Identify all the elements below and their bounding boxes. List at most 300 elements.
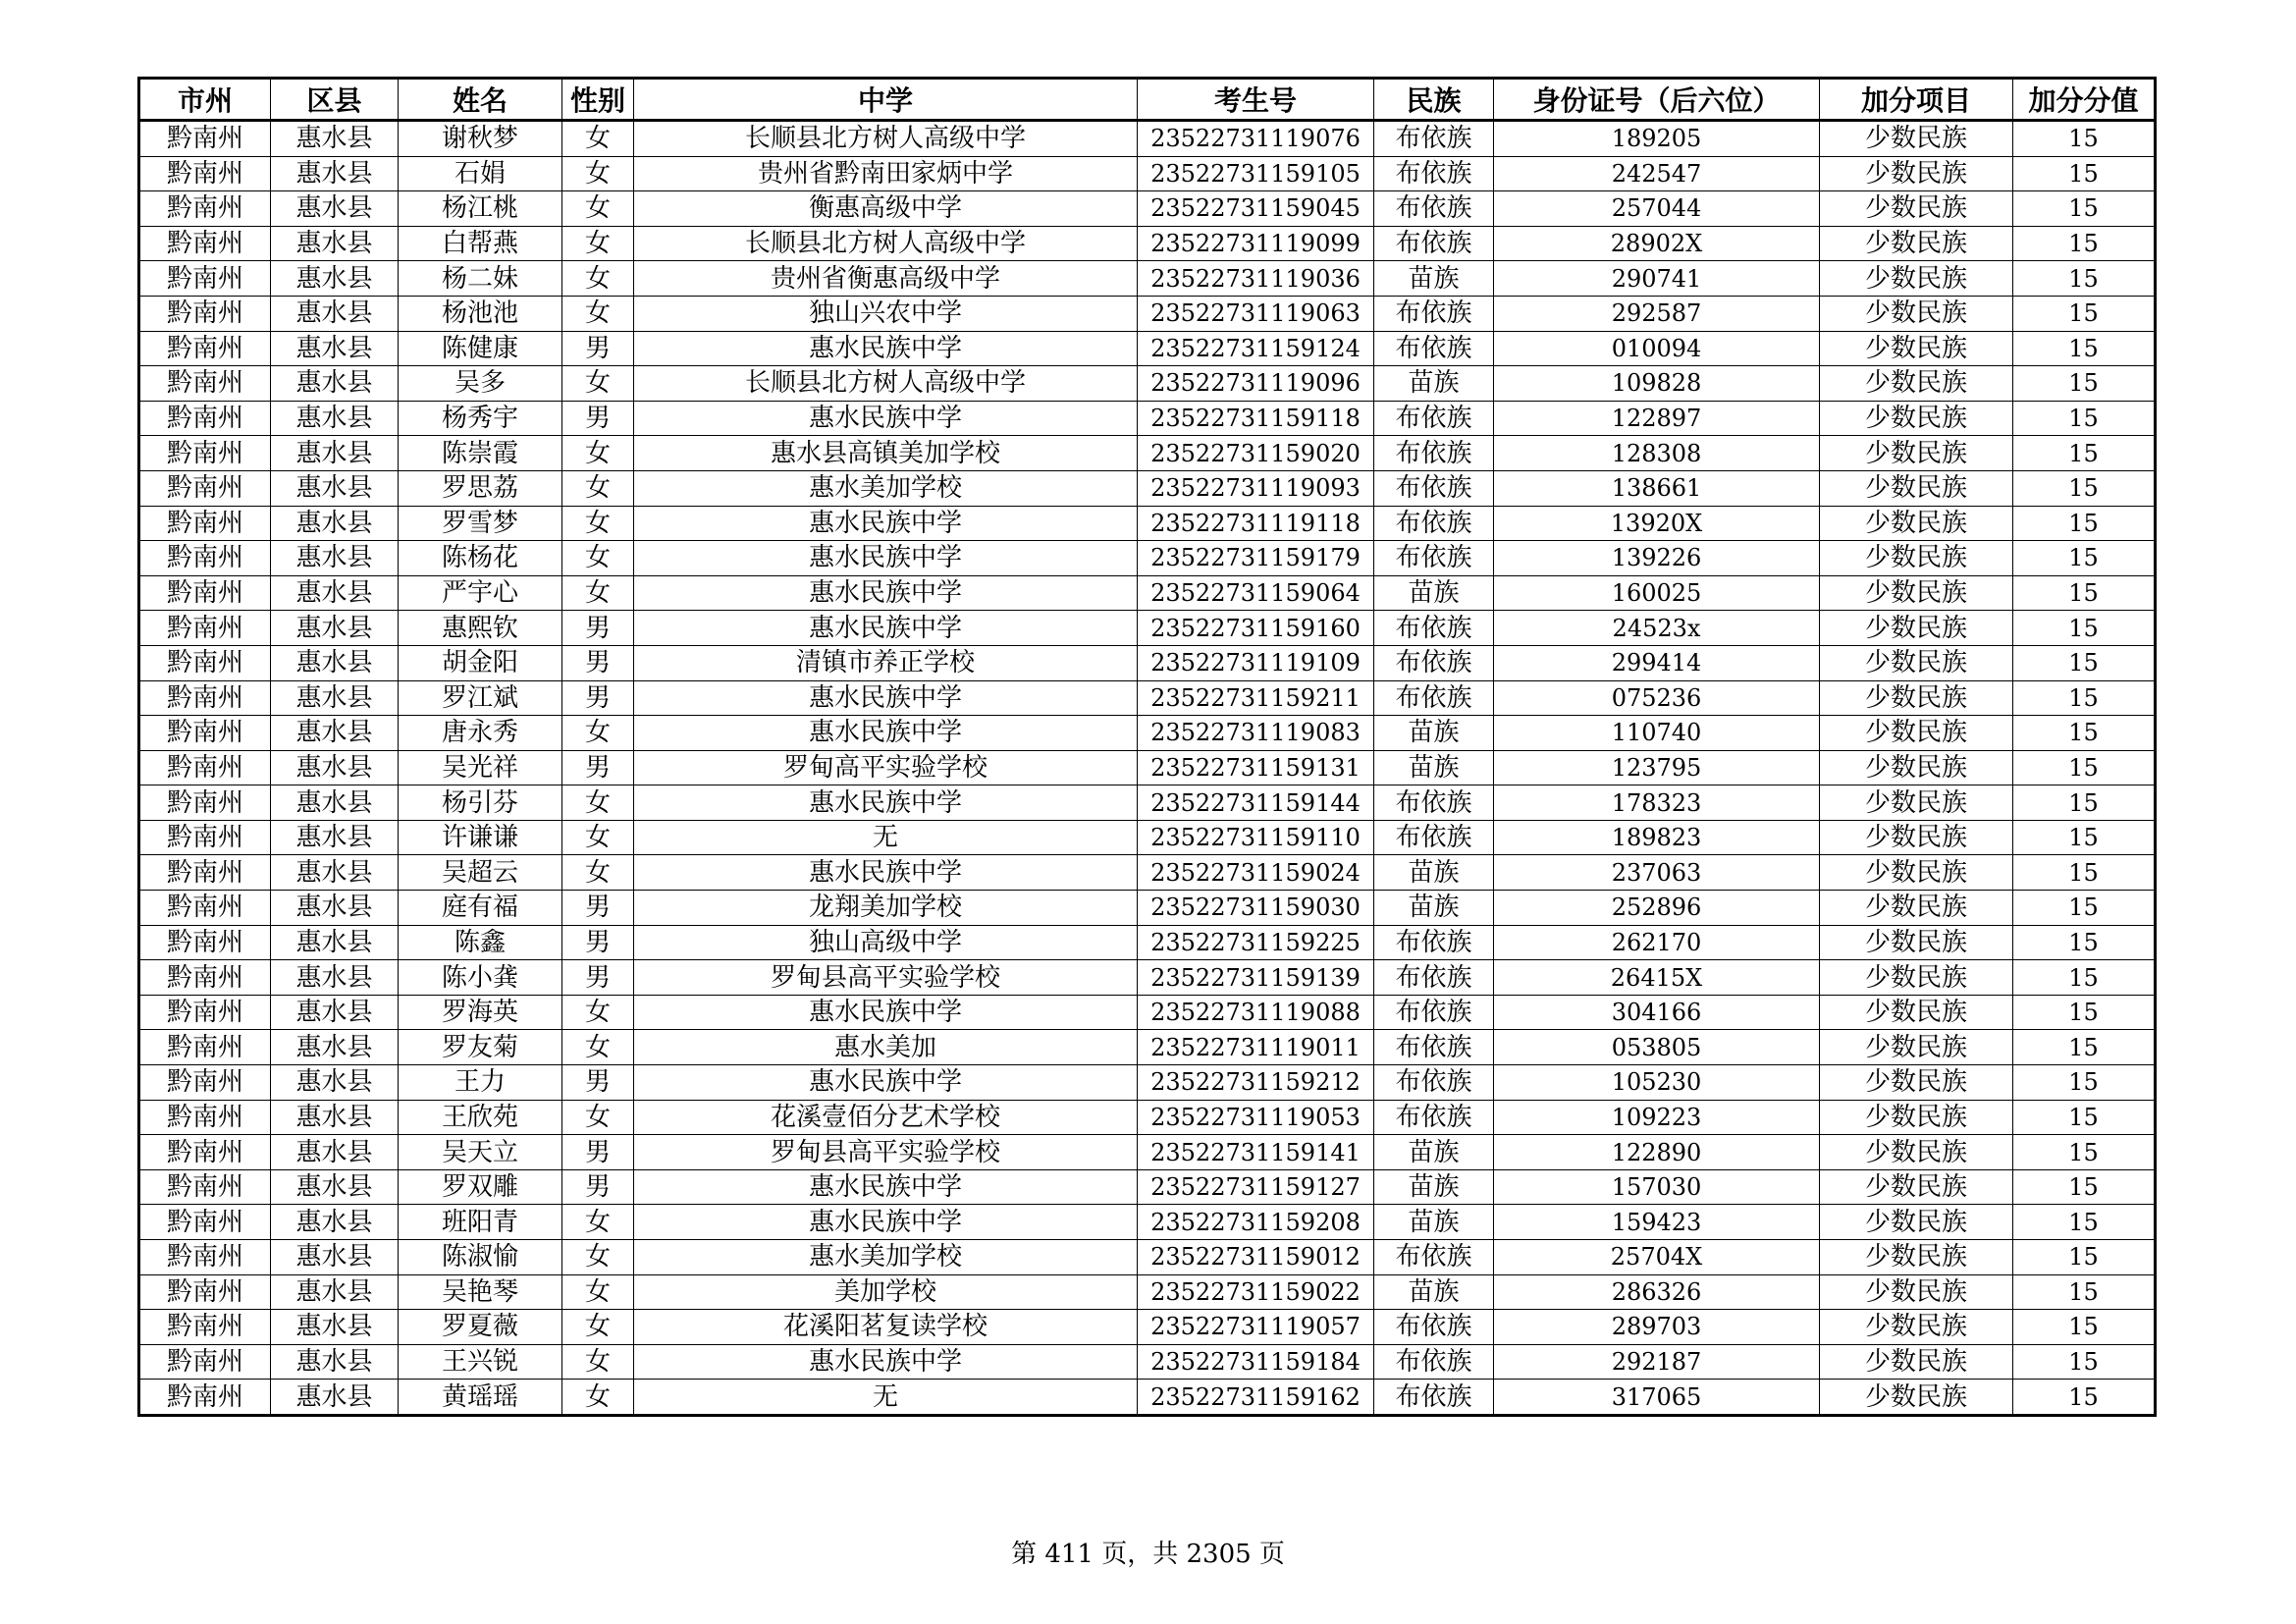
cell-ethnicity: 苗族 <box>1374 1169 1494 1205</box>
cell-name: 陈崇霞 <box>399 436 562 471</box>
cell-bonus-item: 少数民族 <box>1820 1310 2013 1345</box>
cell-city: 黔南州 <box>139 611 271 646</box>
cell-ethnicity: 布依族 <box>1374 226 1494 261</box>
cell-id-last6: 290741 <box>1494 261 1820 297</box>
cell-county: 惠水县 <box>271 855 399 891</box>
cell-gender: 女 <box>562 785 634 821</box>
cell-city: 黔南州 <box>139 750 271 785</box>
cell-gender: 女 <box>562 156 634 191</box>
table-row <box>139 575 2156 611</box>
cell-exam-number: 23522731119053 <box>1138 1100 1374 1135</box>
cell-county: 惠水县 <box>271 331 399 366</box>
cell-gender: 女 <box>562 716 634 751</box>
cell-bonus-item: 少数民族 <box>1820 1065 2013 1101</box>
cell-name: 杨秀宇 <box>399 401 562 436</box>
cell-bonus-item: 少数民族 <box>1820 506 2013 541</box>
cell-bonus-value: 15 <box>2013 645 2156 680</box>
cell-bonus-item: 少数民族 <box>1820 995 2013 1030</box>
table-row <box>139 331 2156 366</box>
cell-bonus-value: 15 <box>2013 1065 2156 1101</box>
cell-id-last6: 13920X <box>1494 506 1820 541</box>
cell-exam-number: 23522731119096 <box>1138 366 1374 402</box>
cell-id-last6: 159423 <box>1494 1205 1820 1240</box>
cell-exam-number: 23522731159024 <box>1138 855 1374 891</box>
cell-name: 吴光祥 <box>399 750 562 785</box>
cell-county: 惠水县 <box>271 261 399 297</box>
cell-exam-number: 23522731159162 <box>1138 1380 1374 1416</box>
cell-bonus-value: 15 <box>2013 891 2156 926</box>
cell-city: 黔南州 <box>139 121 271 157</box>
cell-id-last6: 109223 <box>1494 1100 1820 1135</box>
cell-id-last6: 317065 <box>1494 1380 1820 1416</box>
cell-bonus-item: 少数民族 <box>1820 1240 2013 1275</box>
cell-name: 杨二妹 <box>399 261 562 297</box>
cell-county: 惠水县 <box>271 436 399 471</box>
cell-exam-number: 23522731159131 <box>1138 750 1374 785</box>
cell-bonus-value: 15 <box>2013 925 2156 960</box>
cell-county: 惠水县 <box>271 1310 399 1345</box>
cell-city: 黔南州 <box>139 296 271 331</box>
table-row <box>139 506 2156 541</box>
cell-city: 黔南州 <box>139 261 271 297</box>
cell-city: 黔南州 <box>139 1274 271 1310</box>
cell-school: 惠水民族中学 <box>634 1065 1138 1101</box>
cell-exam-number: 23522731119083 <box>1138 716 1374 751</box>
cell-name: 杨引芬 <box>399 785 562 821</box>
cell-ethnicity: 布依族 <box>1374 1380 1494 1416</box>
cell-school: 无 <box>634 820 1138 855</box>
cell-exam-number: 23522731159030 <box>1138 891 1374 926</box>
cell-school: 惠水民族中学 <box>634 401 1138 436</box>
header-id-last6: 身份证号（后六位） <box>1494 79 1820 121</box>
cell-bonus-item: 少数民族 <box>1820 645 2013 680</box>
table-row <box>139 470 2156 506</box>
cell-id-last6: 292187 <box>1494 1344 1820 1380</box>
cell-county: 惠水县 <box>271 1169 399 1205</box>
cell-ethnicity: 布依族 <box>1374 785 1494 821</box>
cell-id-last6: 28902X <box>1494 226 1820 261</box>
cell-name: 吴超云 <box>399 855 562 891</box>
cell-gender: 女 <box>562 1344 634 1380</box>
cell-name: 杨江桃 <box>399 191 562 227</box>
cell-school: 惠水民族中学 <box>634 541 1138 576</box>
cell-gender: 男 <box>562 645 634 680</box>
table-row <box>139 925 2156 960</box>
cell-ethnicity: 苗族 <box>1374 261 1494 297</box>
cell-gender: 男 <box>562 1065 634 1101</box>
cell-city: 黔南州 <box>139 1030 271 1065</box>
cell-name: 杨池池 <box>399 296 562 331</box>
cell-county: 惠水县 <box>271 191 399 227</box>
cell-bonus-value: 15 <box>2013 1310 2156 1345</box>
cell-city: 黔南州 <box>139 785 271 821</box>
cell-ethnicity: 布依族 <box>1374 470 1494 506</box>
cell-ethnicity: 布依族 <box>1374 121 1494 157</box>
cell-ethnicity: 苗族 <box>1374 1135 1494 1170</box>
cell-bonus-item: 少数民族 <box>1820 1100 2013 1135</box>
cell-city: 黔南州 <box>139 470 271 506</box>
cell-bonus-value: 15 <box>2013 820 2156 855</box>
cell-exam-number: 23522731159022 <box>1138 1274 1374 1310</box>
cell-exam-number: 23522731119109 <box>1138 645 1374 680</box>
cell-bonus-item: 少数民族 <box>1820 855 2013 891</box>
table-row <box>139 226 2156 261</box>
cell-school: 惠水民族中学 <box>634 575 1138 611</box>
cell-school: 独山兴农中学 <box>634 296 1138 331</box>
cell-gender: 女 <box>562 995 634 1030</box>
cell-gender: 女 <box>562 575 634 611</box>
cell-ethnicity: 布依族 <box>1374 680 1494 716</box>
cell-bonus-item: 少数民族 <box>1820 960 2013 996</box>
cell-school: 惠水美加 <box>634 1030 1138 1065</box>
cell-city: 黔南州 <box>139 645 271 680</box>
cell-bonus-item: 少数民族 <box>1820 331 2013 366</box>
cell-exam-number: 23522731119099 <box>1138 226 1374 261</box>
cell-id-last6: 257044 <box>1494 191 1820 227</box>
cell-city: 黔南州 <box>139 1344 271 1380</box>
cell-bonus-item: 少数民族 <box>1820 296 2013 331</box>
table-row <box>139 436 2156 471</box>
cell-name: 许谦谦 <box>399 820 562 855</box>
cell-exam-number: 23522731159184 <box>1138 1344 1374 1380</box>
cell-county: 惠水县 <box>271 1030 399 1065</box>
cell-county: 惠水县 <box>271 680 399 716</box>
cell-ethnicity: 布依族 <box>1374 611 1494 646</box>
cell-bonus-value: 15 <box>2013 716 2156 751</box>
cell-bonus-value: 15 <box>2013 611 2156 646</box>
cell-city: 黔南州 <box>139 1205 271 1240</box>
cell-gender: 男 <box>562 331 634 366</box>
cell-exam-number: 23522731159212 <box>1138 1065 1374 1101</box>
cell-school: 惠水民族中学 <box>634 995 1138 1030</box>
cell-name: 白帮燕 <box>399 226 562 261</box>
cell-id-last6: 286326 <box>1494 1274 1820 1310</box>
cell-gender: 女 <box>562 1100 634 1135</box>
cell-bonus-item: 少数民族 <box>1820 1030 2013 1065</box>
cell-gender: 女 <box>562 470 634 506</box>
cell-exam-number: 23522731119057 <box>1138 1310 1374 1345</box>
cell-id-last6: 292587 <box>1494 296 1820 331</box>
table-row <box>139 1380 2156 1416</box>
cell-exam-number: 23522731119088 <box>1138 995 1374 1030</box>
cell-exam-number: 23522731159118 <box>1138 401 1374 436</box>
cell-gender: 女 <box>562 1274 634 1310</box>
table-row <box>139 611 2156 646</box>
cell-bonus-item: 少数民族 <box>1820 575 2013 611</box>
cell-county: 惠水县 <box>271 1344 399 1380</box>
table-row <box>139 541 2156 576</box>
table-row <box>139 855 2156 891</box>
cell-city: 黔南州 <box>139 680 271 716</box>
cell-name: 石娟 <box>399 156 562 191</box>
table-row <box>139 1065 2156 1101</box>
cell-city: 黔南州 <box>139 960 271 996</box>
cell-bonus-item: 少数民族 <box>1820 191 2013 227</box>
table-row <box>139 1100 2156 1135</box>
cell-id-last6: 138661 <box>1494 470 1820 506</box>
cell-bonus-item: 少数民族 <box>1820 1169 2013 1205</box>
cell-county: 惠水县 <box>271 226 399 261</box>
cell-exam-number: 23522731159139 <box>1138 960 1374 996</box>
cell-bonus-item: 少数民族 <box>1820 716 2013 751</box>
cell-name: 罗双雕 <box>399 1169 562 1205</box>
cell-school: 惠水民族中学 <box>634 716 1138 751</box>
cell-name: 吴天立 <box>399 1135 562 1170</box>
cell-bonus-value: 15 <box>2013 1100 2156 1135</box>
table-row <box>139 645 2156 680</box>
cell-county: 惠水县 <box>271 1205 399 1240</box>
cell-bonus-item: 少数民族 <box>1820 1274 2013 1310</box>
cell-school: 长顺县北方树人高级中学 <box>634 226 1138 261</box>
cell-ethnicity: 布依族 <box>1374 436 1494 471</box>
cell-county: 惠水县 <box>271 645 399 680</box>
cell-ethnicity: 布依族 <box>1374 925 1494 960</box>
cell-bonus-value: 15 <box>2013 680 2156 716</box>
cell-id-last6: 105230 <box>1494 1065 1820 1101</box>
table-row <box>139 716 2156 751</box>
cell-gender: 女 <box>562 506 634 541</box>
cell-bonus-value: 15 <box>2013 331 2156 366</box>
table-row <box>139 1274 2156 1310</box>
cell-exam-number: 23522731159127 <box>1138 1169 1374 1205</box>
cell-school: 美加学校 <box>634 1274 1138 1310</box>
cell-exam-number: 23522731159124 <box>1138 331 1374 366</box>
cell-bonus-value: 15 <box>2013 1205 2156 1240</box>
cell-ethnicity: 布依族 <box>1374 995 1494 1030</box>
cell-city: 黔南州 <box>139 1135 271 1170</box>
cell-exam-number: 23522731159110 <box>1138 820 1374 855</box>
cell-school: 贵州省衡惠高级中学 <box>634 261 1138 297</box>
cell-name: 惠熙钦 <box>399 611 562 646</box>
cell-name: 庭有福 <box>399 891 562 926</box>
cell-name: 王欣苑 <box>399 1100 562 1135</box>
cell-city: 黔南州 <box>139 1240 271 1275</box>
cell-county: 惠水县 <box>271 506 399 541</box>
cell-id-last6: 053805 <box>1494 1030 1820 1065</box>
cell-bonus-item: 少数民族 <box>1820 541 2013 576</box>
cell-name: 陈健康 <box>399 331 562 366</box>
cell-bonus-item: 少数民族 <box>1820 820 2013 855</box>
cell-exam-number: 23522731159064 <box>1138 575 1374 611</box>
cell-gender: 女 <box>562 541 634 576</box>
cell-id-last6: 262170 <box>1494 925 1820 960</box>
table-row <box>139 156 2156 191</box>
cell-bonus-item: 少数民族 <box>1820 121 2013 157</box>
cell-bonus-item: 少数民族 <box>1820 925 2013 960</box>
cell-bonus-value: 15 <box>2013 995 2156 1030</box>
cell-id-last6: 122897 <box>1494 401 1820 436</box>
cell-county: 惠水县 <box>271 296 399 331</box>
cell-gender: 男 <box>562 1135 634 1170</box>
cell-exam-number: 23522731159105 <box>1138 156 1374 191</box>
cell-school: 贵州省黔南田家炳中学 <box>634 156 1138 191</box>
header-county: 区县 <box>271 79 399 121</box>
cell-city: 黔南州 <box>139 716 271 751</box>
cell-exam-number: 23522731119118 <box>1138 506 1374 541</box>
cell-school: 独山高级中学 <box>634 925 1138 960</box>
table-header-row <box>139 79 2156 121</box>
cell-ethnicity: 布依族 <box>1374 331 1494 366</box>
table-row <box>139 1030 2156 1065</box>
cell-county: 惠水县 <box>271 820 399 855</box>
cell-city: 黔南州 <box>139 541 271 576</box>
cell-id-last6: 110740 <box>1494 716 1820 751</box>
table-row <box>139 296 2156 331</box>
cell-id-last6: 299414 <box>1494 645 1820 680</box>
cell-county: 惠水县 <box>271 925 399 960</box>
cell-bonus-item: 少数民族 <box>1820 1380 2013 1416</box>
cell-school: 长顺县北方树人高级中学 <box>634 121 1138 157</box>
cell-id-last6: 237063 <box>1494 855 1820 891</box>
table-row <box>139 995 2156 1030</box>
cell-name: 班阳青 <box>399 1205 562 1240</box>
table-row <box>139 1169 2156 1205</box>
cell-school: 惠水民族中学 <box>634 785 1138 821</box>
cell-id-last6: 304166 <box>1494 995 1820 1030</box>
cell-school: 惠水美加学校 <box>634 470 1138 506</box>
cell-school: 惠水民族中学 <box>634 855 1138 891</box>
cell-name: 谢秋梦 <box>399 121 562 157</box>
cell-city: 黔南州 <box>139 575 271 611</box>
cell-id-last6: 123795 <box>1494 750 1820 785</box>
header-ethnicity: 民族 <box>1374 79 1494 121</box>
cell-ethnicity: 苗族 <box>1374 716 1494 751</box>
cell-name: 罗海英 <box>399 995 562 1030</box>
cell-exam-number: 23522731159208 <box>1138 1205 1374 1240</box>
cell-city: 黔南州 <box>139 925 271 960</box>
cell-bonus-value: 15 <box>2013 855 2156 891</box>
cell-county: 惠水县 <box>271 1100 399 1135</box>
cell-ethnicity: 苗族 <box>1374 855 1494 891</box>
cell-county: 惠水县 <box>271 470 399 506</box>
cell-bonus-value: 15 <box>2013 785 2156 821</box>
cell-ethnicity: 布依族 <box>1374 1065 1494 1101</box>
cell-ethnicity: 布依族 <box>1374 506 1494 541</box>
cell-gender: 女 <box>562 820 634 855</box>
cell-gender: 女 <box>562 121 634 157</box>
cell-id-last6: 189823 <box>1494 820 1820 855</box>
cell-county: 惠水县 <box>271 716 399 751</box>
cell-city: 黔南州 <box>139 1380 271 1416</box>
cell-ethnicity: 布依族 <box>1374 1030 1494 1065</box>
cell-bonus-item: 少数民族 <box>1820 156 2013 191</box>
cell-gender: 女 <box>562 855 634 891</box>
cell-gender: 男 <box>562 960 634 996</box>
cell-exam-number: 23522731159020 <box>1138 436 1374 471</box>
cell-bonus-value: 15 <box>2013 121 2156 157</box>
cell-ethnicity: 布依族 <box>1374 296 1494 331</box>
cell-id-last6: 242547 <box>1494 156 1820 191</box>
cell-bonus-value: 15 <box>2013 470 2156 506</box>
cell-gender: 女 <box>562 1205 634 1240</box>
cell-school: 罗甸县高平实验学校 <box>634 960 1138 996</box>
cell-ethnicity: 布依族 <box>1374 401 1494 436</box>
cell-bonus-value: 15 <box>2013 1274 2156 1310</box>
cell-gender: 女 <box>562 366 634 402</box>
table-row <box>139 191 2156 227</box>
cell-gender: 女 <box>562 226 634 261</box>
cell-county: 惠水县 <box>271 1380 399 1416</box>
cell-school: 惠水民族中学 <box>634 1169 1138 1205</box>
cell-gender: 女 <box>562 1380 634 1416</box>
cell-bonus-value: 15 <box>2013 1240 2156 1275</box>
cell-id-last6: 24523x <box>1494 611 1820 646</box>
cell-school: 罗甸县高平实验学校 <box>634 1135 1138 1170</box>
cell-county: 惠水县 <box>271 366 399 402</box>
cell-gender: 女 <box>562 261 634 297</box>
cell-bonus-value: 15 <box>2013 541 2156 576</box>
cell-bonus-value: 15 <box>2013 436 2156 471</box>
cell-bonus-item: 少数民族 <box>1820 750 2013 785</box>
cell-name: 罗夏薇 <box>399 1310 562 1345</box>
cell-name: 唐永秀 <box>399 716 562 751</box>
document-sheet <box>137 77 2154 1417</box>
cell-school: 清镇市养正学校 <box>634 645 1138 680</box>
cell-name: 罗江斌 <box>399 680 562 716</box>
cell-gender: 女 <box>562 1310 634 1345</box>
cell-bonus-item: 少数民族 <box>1820 680 2013 716</box>
cell-city: 黔南州 <box>139 820 271 855</box>
cell-county: 惠水县 <box>271 785 399 821</box>
cell-ethnicity: 布依族 <box>1374 1240 1494 1275</box>
cell-ethnicity: 布依族 <box>1374 1344 1494 1380</box>
cell-bonus-value: 15 <box>2013 1380 2156 1416</box>
cell-exam-number: 23522731159211 <box>1138 680 1374 716</box>
cell-bonus-value: 15 <box>2013 1344 2156 1380</box>
cell-county: 惠水县 <box>271 611 399 646</box>
cell-bonus-value: 15 <box>2013 296 2156 331</box>
table-body <box>139 121 2156 1416</box>
cell-city: 黔南州 <box>139 156 271 191</box>
cell-city: 黔南州 <box>139 226 271 261</box>
cell-school: 惠水县高镇美加学校 <box>634 436 1138 471</box>
cell-bonus-value: 15 <box>2013 750 2156 785</box>
cell-exam-number: 23522731159160 <box>1138 611 1374 646</box>
cell-name: 罗友菊 <box>399 1030 562 1065</box>
cell-bonus-value: 15 <box>2013 1030 2156 1065</box>
cell-bonus-value: 15 <box>2013 261 2156 297</box>
cell-name: 罗雪梦 <box>399 506 562 541</box>
cell-county: 惠水县 <box>271 541 399 576</box>
cell-bonus-item: 少数民族 <box>1820 785 2013 821</box>
cell-bonus-item: 少数民族 <box>1820 436 2013 471</box>
cell-bonus-value: 15 <box>2013 156 2156 191</box>
table-row <box>139 1135 2156 1170</box>
cell-county: 惠水县 <box>271 1240 399 1275</box>
cell-id-last6: 160025 <box>1494 575 1820 611</box>
table-row <box>139 1205 2156 1240</box>
cell-ethnicity: 布依族 <box>1374 156 1494 191</box>
cell-bonus-item: 少数民族 <box>1820 470 2013 506</box>
cell-name: 严宇心 <box>399 575 562 611</box>
table-row <box>139 366 2156 402</box>
cell-school: 惠水民族中学 <box>634 680 1138 716</box>
cell-bonus-item: 少数民族 <box>1820 611 2013 646</box>
header-school: 中学 <box>634 79 1138 121</box>
cell-bonus-item: 少数民族 <box>1820 891 2013 926</box>
table-row <box>139 680 2156 716</box>
cell-county: 惠水县 <box>271 1274 399 1310</box>
cell-county: 惠水县 <box>271 156 399 191</box>
cell-name: 黄瑶瑶 <box>399 1380 562 1416</box>
cell-ethnicity: 苗族 <box>1374 1274 1494 1310</box>
cell-id-last6: 157030 <box>1494 1169 1820 1205</box>
cell-exam-number: 23522731159141 <box>1138 1135 1374 1170</box>
cell-exam-number: 23522731119093 <box>1138 470 1374 506</box>
cell-bonus-value: 15 <box>2013 575 2156 611</box>
cell-school: 惠水民族中学 <box>634 331 1138 366</box>
header-name: 姓名 <box>399 79 562 121</box>
